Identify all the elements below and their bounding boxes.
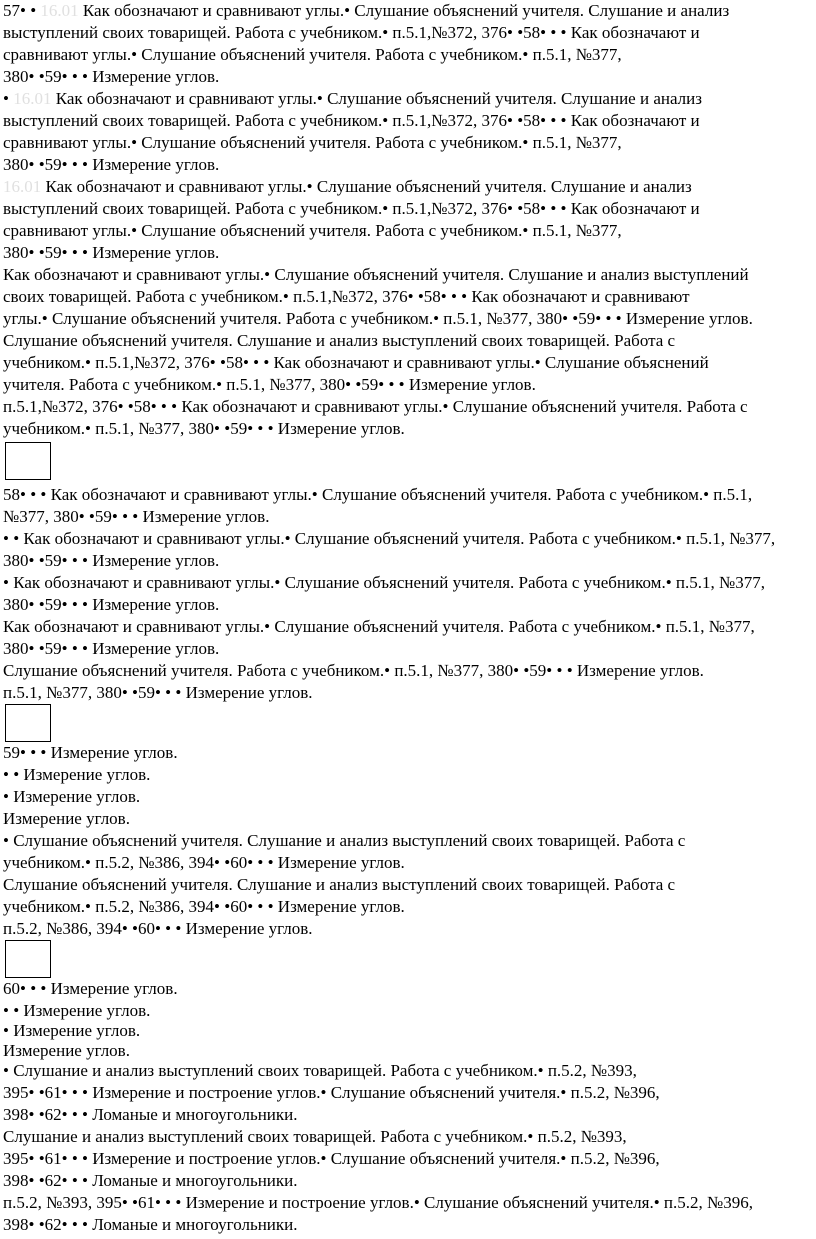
text-line: Измерение углов. bbox=[3, 809, 130, 828]
faint-date: 16.01 bbox=[13, 89, 52, 108]
empty-cell-box bbox=[5, 940, 51, 978]
text-line: выступлений своих товарищей. Работа с учебником.• п.5.1,№372, 376• •58• • • Как обозначают и bbox=[3, 199, 700, 218]
text-line: учебником.• п.5.1,№372, 376• •58• • • Как обозначают и сравнивают углы.• Слушание объяснений bbox=[3, 353, 709, 372]
text-line: Измерение углов. bbox=[3, 1041, 130, 1060]
text-line: 398• •62• • • Ломаные и многоугольники. bbox=[3, 1215, 298, 1234]
text-line: • 16.01 Как обозначают и сравнивают углы.• Слушание объяснений учителя. Слушание и анализ bbox=[3, 89, 702, 108]
text-line: Как обозначают и сравнивают углы.• Слушание объяснений учителя. Работа с учебником.• п.5.1, №377, bbox=[3, 617, 755, 636]
text-line: • • Как обозначают и сравнивают углы.• Слушание объяснений учителя. Работа с учебником.• п.5.1, №377, bbox=[3, 529, 776, 548]
text-line: Слушание объяснений учителя. Слушание и анализ выступлений своих товарищей. Работа с bbox=[3, 875, 676, 894]
faint-date: 16.01 bbox=[40, 1, 79, 20]
text-line: сравнивают углы.• Слушание объяснений учителя. Работа с учебником.• п.5.1, №377, bbox=[3, 45, 622, 64]
text-line: • Измерение углов. bbox=[3, 1021, 141, 1040]
text-line: учителя. Работа с учебником.• п.5.1, №377, 380• •59• • • Измерение углов. bbox=[3, 375, 536, 394]
text-line: • Как обозначают и сравнивают углы.• Слушание объяснений учителя. Работа с учебником.• п.5.1, №377, bbox=[3, 573, 765, 592]
text-line: п.5.1,№372, 376• •58• • • Как обозначают и сравнивают углы.• Слушание объяснений учителя. Работа с bbox=[3, 397, 748, 416]
text-line: 58• • • Как обозначают и сравнивают углы.• Слушание объяснений учителя. Работа с учебником.• п.5.1, bbox=[3, 485, 753, 504]
text-line: 398• •62• • • Ломаные и многоугольники. bbox=[3, 1171, 298, 1190]
text-line: своих товарищей. Работа с учебником.• п.5.1,№372, 376• •58• • • Как обозначают и сравнивают bbox=[3, 287, 690, 306]
text-line: п.5.2, №393, 395• •61• • • Измерение и построение углов.• Слушание объяснений учителя.• п.5.2, №396, bbox=[3, 1193, 753, 1212]
text-line: сравнивают углы.• Слушание объяснений учителя. Работа с учебником.• п.5.1, №377, bbox=[3, 221, 622, 240]
text-line: п.5.2, №386, 394• •60• • • Измерение углов. bbox=[3, 919, 313, 938]
text-line: 60• • • Измерение углов. bbox=[3, 979, 178, 998]
text-line: 380• •59• • • Измерение углов. bbox=[3, 243, 220, 262]
text-line: • Слушание и анализ выступлений своих товарищей. Работа с учебником.• п.5.2, №393, bbox=[3, 1061, 637, 1080]
text-line: • Слушание объяснений учителя. Слушание и анализ выступлений своих товарищей. Работа с bbox=[3, 831, 686, 850]
faint-date: 16.01 bbox=[3, 177, 42, 196]
text-line: Как обозначают и сравнивают углы.• Слушание объяснений учителя. Слушание и анализ выступлений bbox=[3, 265, 749, 284]
text-line: углы.• Слушание объяснений учителя. Работа с учебником.• п.5.1, №377, 380• •59• • • Измерение углов. bbox=[3, 309, 753, 328]
text-line: учебником.• п.5.2, №386, 394• •60• • • Измерение углов. bbox=[3, 897, 405, 916]
text-line: 395• •61• • • Измерение и построение углов.• Слушание объяснений учителя.• п.5.2, №396, bbox=[3, 1149, 660, 1168]
text-line: выступлений своих товарищей. Работа с учебником.• п.5.1,№372, 376• •58• • • Как обозначают и bbox=[3, 111, 700, 130]
empty-cell-box bbox=[5, 704, 51, 742]
text-line: 380• •59• • • Измерение углов. bbox=[3, 639, 220, 658]
text-line: 59• • • Измерение углов. bbox=[3, 743, 178, 762]
text-line: • • Измерение углов. bbox=[3, 1001, 151, 1020]
text-line: 380• •59• • • Измерение углов. bbox=[3, 67, 220, 86]
text-line: №377, 380• •59• • • Измерение углов. bbox=[3, 507, 270, 526]
text-line: 380• •59• • • Измерение углов. bbox=[3, 155, 220, 174]
text-line: учебником.• п.5.1, №377, 380• •59• • • Измерение углов. bbox=[3, 419, 405, 438]
text-line: сравнивают углы.• Слушание объяснений учителя. Работа с учебником.• п.5.1, №377, bbox=[3, 133, 622, 152]
text-line: выступлений своих товарищей. Работа с учебником.• п.5.1,№372, 376• •58• • • Как обозначают и bbox=[3, 23, 700, 42]
text-line: • • Измерение углов. bbox=[3, 765, 151, 784]
text-line: Слушание и анализ выступлений своих товарищей. Работа с учебником.• п.5.2, №393, bbox=[3, 1127, 627, 1146]
text-line: Слушание объяснений учителя. Слушание и анализ выступлений своих товарищей. Работа с bbox=[3, 331, 676, 350]
empty-cell-box bbox=[5, 442, 51, 480]
text-line: 380• •59• • • Измерение углов. bbox=[3, 551, 220, 570]
text-line: 398• •62• • • Ломаные и многоугольники. bbox=[3, 1105, 298, 1124]
text-line: 380• •59• • • Измерение углов. bbox=[3, 595, 220, 614]
text-line: учебником.• п.5.2, №386, 394• •60• • • Измерение углов. bbox=[3, 853, 405, 872]
text-line: 16.01 Как обозначают и сравнивают углы.• Слушание объяснений учителя. Слушание и анализ bbox=[3, 177, 692, 196]
text-line: Слушание объяснений учителя. Работа с учебником.• п.5.1, №377, 380• •59• • • Измерение углов. bbox=[3, 661, 704, 680]
text-line: 57• • 16.01 Как обозначают и сравнивают углы.• Слушание объяснений учителя. Слушание и анализ bbox=[3, 1, 730, 20]
text-line: 395• •61• • • Измерение и построение углов.• Слушание объяснений учителя.• п.5.2, №396, bbox=[3, 1083, 660, 1102]
text-line: • Измерение углов. bbox=[3, 787, 141, 806]
text-line: п.5.1, №377, 380• •59• • • Измерение углов. bbox=[3, 683, 313, 702]
